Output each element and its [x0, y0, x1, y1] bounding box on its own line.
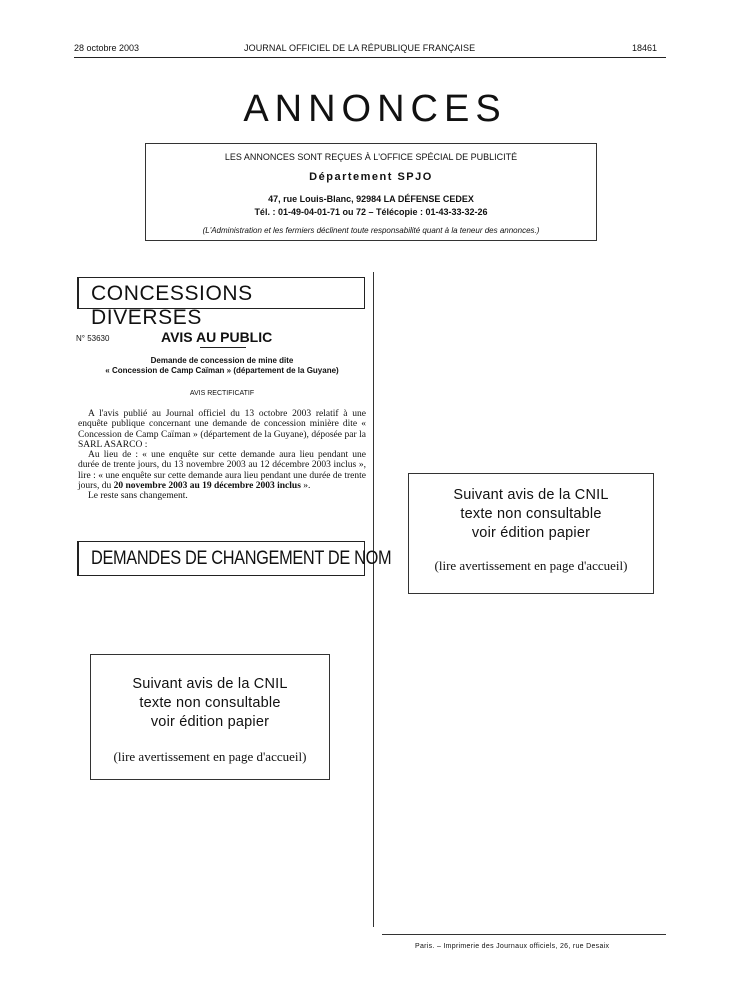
cnil-line-1: Suivant avis de la CNIL — [132, 676, 288, 692]
column-divider — [373, 272, 374, 927]
publicity-info-box — [145, 143, 597, 241]
cnil-notice-right — [408, 473, 654, 594]
footer-divider — [382, 934, 666, 935]
footer-imprint: Paris. – Imprimerie des Journaux officiels, 26, rue Desaix — [415, 943, 610, 950]
notice-subject-line1: Demande de concession de mine dite — [150, 356, 294, 365]
section-heading-concessions — [77, 277, 365, 329]
info-department: Département SPJO — [309, 171, 433, 183]
info-phone: Tél. : 01-49-04-01-71 ou 72 – Télécopie : 01-43-33-32-26 — [254, 207, 488, 217]
page-title: ANNONCES — [243, 88, 507, 130]
cnil-line-3: voir édition papier — [150, 714, 270, 730]
notice-subject-line2: « Concession de Camp Caïman » (département de la Guyane) — [105, 366, 339, 375]
section-heading-text: CONCESSIONS DIVERSES — [91, 282, 253, 329]
info-address: 47, rue Louis-Blanc, 92984 LA DÉFENSE CEDEX — [268, 194, 474, 204]
info-disclaimer: (L'Administration et les fermiers déclinent toute responsabilité quant à la teneur des annonces.) — [202, 226, 540, 235]
notice-paragraph-2-end: ». — [300, 481, 311, 492]
info-intro: LES ANNONCES SONT REÇUES À L'OFFICE SPÉCIAL DE PUBLICITÉ — [224, 152, 518, 162]
notice-title: AVIS AU PUBLIC — [161, 329, 273, 345]
cnil-line-2: texte non consultable — [139, 695, 281, 711]
notice-body — [78, 409, 366, 502]
cnil-line-2: texte non consultable — [460, 506, 602, 522]
header-date: 28 octobre 2003 — [74, 43, 140, 53]
header-journal-title: JOURNAL OFFICIEL DE LA RÉPUBLIQUE FRANÇAISE — [244, 43, 476, 53]
header-divider — [74, 57, 666, 58]
cnil-line-4: (lire avertissement en page d'accueil) — [113, 749, 307, 764]
notice-subject — [78, 356, 366, 376]
section-heading-text: DEMANDES DE CHANGEMENT DE NOM — [91, 548, 392, 569]
cnil-line-4: (lire avertissement en page d'accueil) — [434, 558, 628, 573]
section-heading-name-change — [77, 541, 392, 576]
cnil-notice-left — [90, 654, 330, 780]
notice-number: N° 53630 — [76, 334, 110, 343]
cnil-line-3: voir édition papier — [471, 525, 591, 541]
notice-paragraph-2-text: Au lieu de : « une enquête sur cette demande aura lieu pendant une durée de trente jours, du 13 novembre 2003 au 12 décembre 2003 inclus », lire : « une enquête sur cette demande aura lieu pendant une durée de trente jours, du — [78, 450, 366, 492]
notice-paragraph-3: Le reste sans changement. — [88, 491, 188, 502]
notice-paragraph-2-dates: 20 novembre 2003 au 19 décembre 2003 inclus — [113, 481, 301, 492]
notice-paragraph-2 — [78, 450, 366, 491]
notice-rectif-label: AVIS RECTIFICATIF — [189, 390, 255, 397]
cnil-line-1: Suivant avis de la CNIL — [453, 487, 609, 503]
notice-paragraph-1: A l'avis publié au Journal officiel du 13 octobre 2003 relatif à une enquête publique concernant une demande de concession minière dite « Concession de Camp Caïman » (département de la Guyane), déposée par la SARL ASARCO : — [78, 409, 366, 450]
header-page-number: 18461 — [632, 43, 658, 53]
notice-title-underline — [200, 347, 246, 348]
